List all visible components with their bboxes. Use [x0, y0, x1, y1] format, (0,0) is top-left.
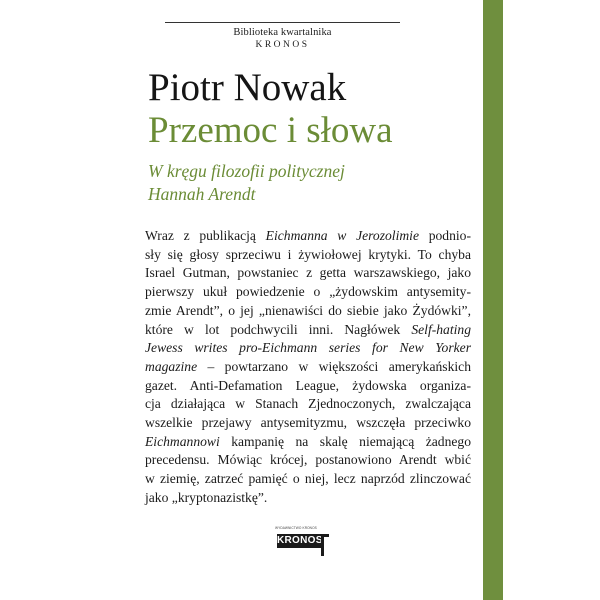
blurb-line: sły się głosy sprzeciwu i żywiołowej krytyki. To chyba — [145, 246, 471, 262]
publisher-logo-bracket — [321, 534, 329, 556]
subtitle-line-1: W kręgu filozofii politycznej — [148, 161, 345, 181]
blurb-line: w ziemię, zatrzeć pamięć o niej, lecz naprzód zlinczować — [145, 471, 471, 487]
series-rule — [165, 22, 400, 23]
author-name: Piotr Nowak — [148, 66, 347, 109]
blurb-line: gazet. Anti-Defamation League, żydowska organiza- — [145, 377, 471, 393]
book-subtitle — [148, 160, 345, 206]
blurb-line: jako „kryptonazistkę”. — [145, 489, 268, 505]
series-line-2: KRONOS — [255, 40, 310, 50]
blurb-line: magazine – powtarzano w większości amerykańskich — [145, 358, 471, 374]
blurb-line: wszelkie przejawy antysemityzmu, wszczęła przeciwko — [145, 415, 471, 431]
blurb-line: Eichmannowi kampanię na skalę niemającą żadnego — [145, 433, 471, 449]
blurb-line: Jewess writes pro-Eichmann series for New Yorker — [145, 340, 471, 356]
blurb-line: pierwszy ukuł powiedzenie o „żydowskim antysemity- — [145, 284, 471, 300]
blurb-line: Wraz z publikacją Eichmanna w Jerozolimie podnio- — [145, 228, 471, 243]
blurb-line: cja działająca w Stanach Zjednoczonych, zwalczająca — [145, 396, 471, 412]
publisher-name: KRONOS — [277, 535, 323, 546]
subtitle-line-2: Hannah Arendt — [148, 184, 256, 204]
publisher-tagline: WYDAWNICTWO KRONOS — [275, 526, 317, 530]
series-label — [165, 22, 400, 51]
blurb-line: Israel Gutman, powstaniec z getta warszawskiego, jako — [145, 265, 471, 281]
publisher-logo — [275, 526, 331, 556]
blurb-line: które w lot podchwycili inni. Nagłówek Self-hating — [145, 321, 471, 337]
blurb-line: zmie Arendt”, o jej „nienawiści do siebie jako Żydówki”, — [145, 302, 471, 318]
blurb-text — [145, 227, 471, 508]
blurb-line: precedensu. Mówiąc krócej, postanowiono Arendt wbić — [145, 452, 471, 468]
series-line-1: Biblioteka kwartalnika — [233, 27, 332, 38]
cover-spine-stripe — [483, 0, 503, 600]
book-title: Przemoc i słowa — [148, 110, 393, 151]
publisher-logo-box — [277, 534, 321, 548]
